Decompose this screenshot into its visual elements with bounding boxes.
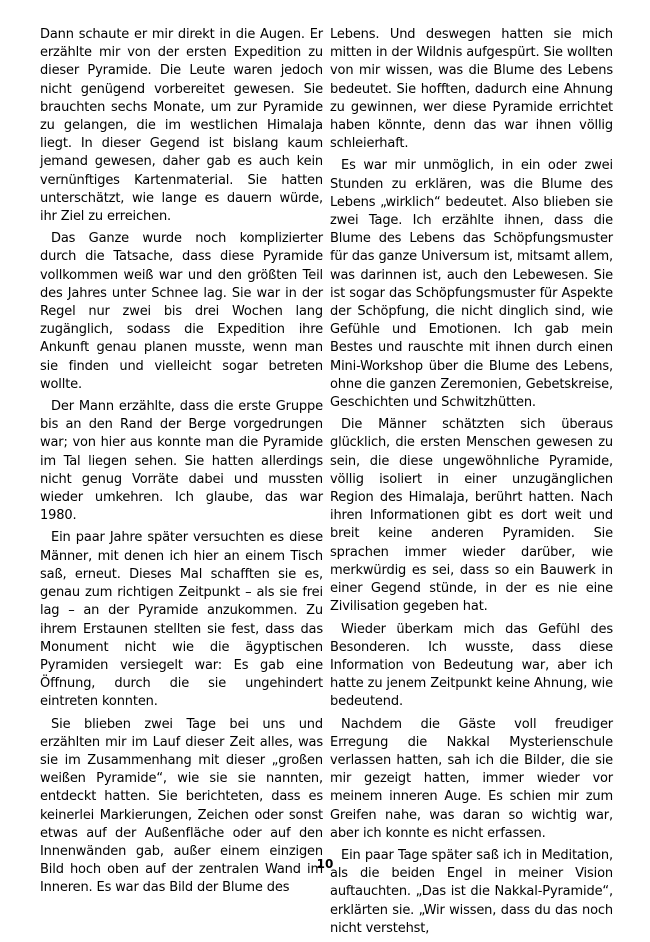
paragraph: Ein paar Tage später saß ich in Meditation, als die beiden Engel in meiner Vision auftauchten. „Das ist die Nakkal-Pyramide“, erklärten sie. „Wir wissen, dass du das noch nicht verstehst, (330, 847, 613, 936)
paragraph: Ein paar Jahre später versuchten es diese Männer, mit denen ich hier an einem Tisch saß, erneut. Dieses Mal schafften sie es, genau zum richtigen Zeitpunkt – als sie frei lag – an der Pyramide anzukommen. Zu ihrem Erstaunen stellten sie fest, dass das Monument nicht wie die ägyptischen Pyramiden versiegelt war: Es gab eine Öffnung, durch die sie ungehindert eintreten konnten. (40, 530, 323, 710)
paragraph: Der Mann erzählte, dass die erste Gruppe bis an den Rand der Berge vorgedrungen war; von hier aus konnte man die Pyramide im Tal liegen sehen. Sie hatten allerdings nicht genug Vorräte dabei und mussten wieder umkehren. Ich glaube, das war 1980. (40, 399, 323, 524)
paragraph: Lebens. Und deswegen hatten sie mich mitten in der Wildnis aufgespürt. Sie wollten von mir wissen, was die Blume des Lebens bedeutet. Sie hofften, dadurch eine Ahnung zu gewinnen, wer diese Pyramide errichtet haben könnte, denn das war ihnen völlig schleierhaft. (330, 27, 613, 152)
left-text-column (40, 26, 323, 902)
paragraph: Wieder überkam mich das Gefühl des Besonderen. Ich wusste, dass diese Information von Bedeutung war, aber ich hatte zu jenem Zeitpunkt keine Ahnung, wie bedeutend. (330, 621, 613, 710)
paragraph: Es war mir unmöglich, in ein oder zwei Stunden zu erklären, was die Blume des Lebens „wirklich“ bedeutet. Also blieben sie zwei Tage. Ich erzählte ihnen, dass die Blume des Lebens das Schöpfungsmuster für das ganze Universum ist, mitsamt allem, was darinnen ist, auch den Lebewesen. Sie ist sogar das Schöpfungsmuster für Aspekte der Schöpfung, die nicht dinglich sind, wie Gefühle und Emotionen. Ich gab mein Bestes und rauschte mit ihnen durch einen Mini-Workshop über die Blume des Lebens, ohne die ganzen Zeremonien, Gebetskreise, Geschichten und Schwitzhütten. (330, 158, 613, 411)
paragraph: Dann schaute er mir direkt in die Augen. Er erzählte mir von der ersten Expedition zu dieser Pyramide. Die Leute waren jedoch nicht genügend vorbereitet gewesen. Sie brauchten sechs Monate, um zur Pyramide zu gelangen, die im westlichen Himalaja liegt. In dieser Gegend ist bislang kaum jemand gewesen, daher gab es auch kein vernünftiges Kartenmaterial. Sie hatten unterschätzt, wie lange es dauern würde, ihr Ziel zu erreichen. (40, 27, 323, 225)
paragraph: Das Ganze wurde noch komplizierter durch die Tatsache, dass diese Pyramide vollkommen weiß war und den größten Teil des Jahres unter Schnee lag. Sie war in der Regel nur zwei bis drei Wochen lang zugänglich, sodass die Expedition ihre Ankunft genau planen musste, wenn man sie finden und vielleicht sogar betreten wollte. (40, 231, 323, 392)
right-text-column (330, 26, 613, 942)
page-number: 10 (316, 857, 334, 871)
paragraph: Sie blieben zwei Tage bei uns und erzählten mir im Lauf dieser Zeit alles, was sie im Zusammenhang mit dieser „großen weißen Pyramide“, wie sie sie nannten, entdeckt hatten. Sie berichteten, dass es keinerlei Markierungen, Zeichen oder sonst etwas auf der Außenfläche oder auf den Innenwänden gab, außer einem einzigen Bild hoch oben auf der zentralen Wand im Inneren. Es war das Bild der Blume des (40, 716, 323, 896)
paragraph: Nachdem die Gäste voll freudiger Erregung die Nakkal Mysterienschule verlassen hatten, sah ich die Bilder, die sie mir gezeigt hatten, immer wieder vor meinem inneren Auge. Es schien mir zum Greifen nahe, was daran so wichtig war, aber ich konnte es nicht erfassen. (330, 716, 613, 841)
paragraph: Die Männer schätzten sich überaus glücklich, die ersten Menschen gewesen zu sein, die diese ungewöhnliche Pyramide, völlig isoliert in einer unzugänglichen Region des Himalaja, berührt hatten. Nach ihren Informationen gibt es dort weit und breit keine anderen Pyramiden. Sie sprachen immer wieder darüber, wie merkwürdig es sei, dass so ein Bauwerk in einer Gegend stünde, in der es nie eine Zivilisation gegeben hat. (330, 417, 613, 615)
